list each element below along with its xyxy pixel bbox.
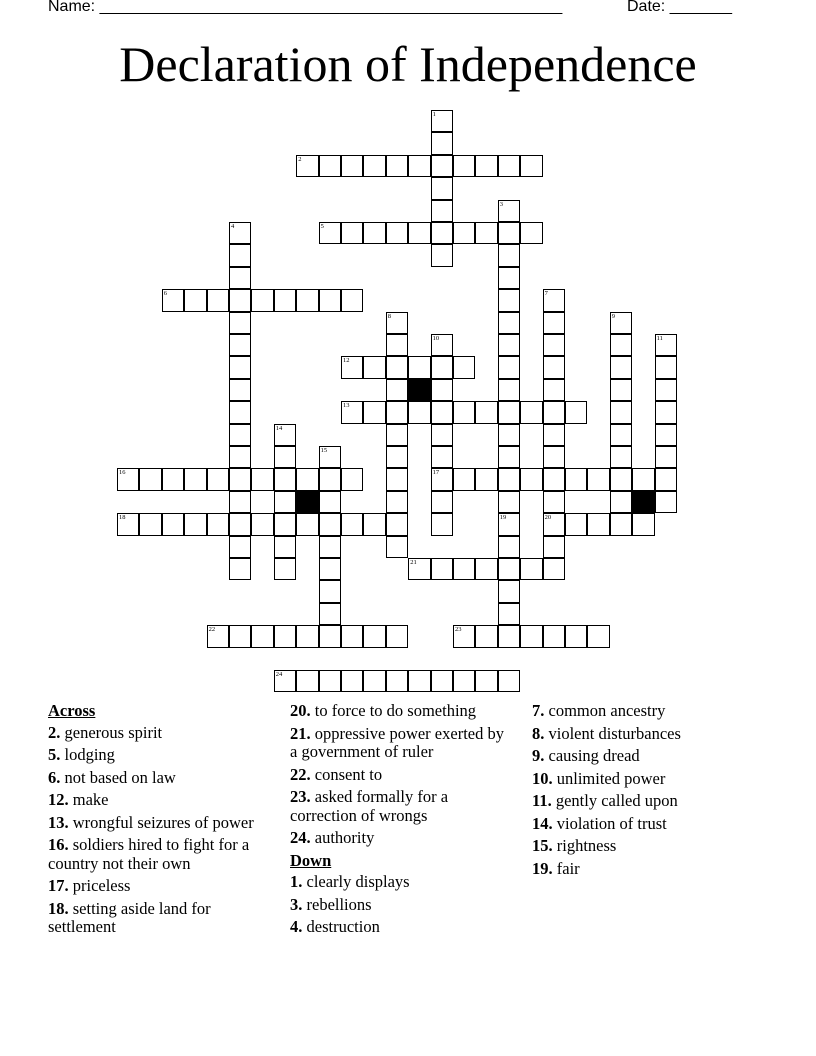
blocked-cell bbox=[296, 491, 318, 513]
clue-down-11: 11. gently called upon bbox=[532, 791, 678, 810]
crossword-cell[interactable] bbox=[431, 468, 453, 490]
crossword-cell[interactable] bbox=[251, 289, 273, 311]
crossword-cell[interactable] bbox=[498, 603, 520, 625]
crossword-cell[interactable] bbox=[453, 356, 475, 378]
crossword-cell[interactable] bbox=[431, 446, 453, 468]
clue-text: clearly displays bbox=[306, 872, 410, 891]
crossword-cell[interactable] bbox=[386, 424, 408, 446]
clue-down-1: 1. clearly displays bbox=[290, 872, 410, 891]
crossword-cell[interactable] bbox=[453, 155, 475, 177]
crossword-cell[interactable] bbox=[431, 222, 453, 244]
crossword-cell[interactable] bbox=[565, 625, 587, 647]
crossword-cell[interactable] bbox=[565, 468, 587, 490]
crossword-cell[interactable] bbox=[319, 289, 341, 311]
crossword-cell[interactable] bbox=[229, 491, 251, 513]
crossword-cell[interactable] bbox=[543, 625, 565, 647]
crossword-cell[interactable] bbox=[341, 625, 363, 647]
crossword-cell[interactable] bbox=[498, 670, 520, 692]
crossword-cell[interactable] bbox=[386, 670, 408, 692]
cell-number: 20 bbox=[544, 514, 552, 522]
crossword-cell[interactable] bbox=[498, 446, 520, 468]
clue-text: oppressive power exerted by a government of ruler bbox=[290, 723, 504, 761]
crossword-cell[interactable] bbox=[296, 670, 318, 692]
crossword-cell[interactable] bbox=[274, 625, 296, 647]
crossword-cell[interactable] bbox=[341, 289, 363, 311]
name-field: Name: ____________________________________________________ bbox=[48, 0, 563, 15]
down-heading: Down bbox=[290, 850, 332, 870]
crossword-cell[interactable] bbox=[251, 625, 273, 647]
crossword-cell[interactable] bbox=[296, 155, 318, 177]
crossword-cell[interactable] bbox=[655, 424, 677, 446]
crossword-cell[interactable] bbox=[229, 267, 251, 289]
cell-number: 19 bbox=[499, 514, 507, 522]
crossword-cell[interactable] bbox=[319, 446, 341, 468]
clue-text: common ancestry bbox=[548, 701, 666, 720]
crossword-cell[interactable] bbox=[363, 356, 385, 378]
crossword-cell[interactable] bbox=[207, 625, 229, 647]
clue-down-3: 3. rebellions bbox=[290, 894, 372, 914]
clue-down-7: 7. common ancestry bbox=[532, 701, 666, 720]
crossword-cell[interactable] bbox=[431, 513, 453, 535]
crossword-cell[interactable] bbox=[386, 379, 408, 401]
crossword-cell[interactable] bbox=[117, 513, 139, 535]
crossword-cell[interactable] bbox=[341, 468, 363, 490]
crossword-cell[interactable] bbox=[610, 356, 632, 378]
clue-text: make bbox=[72, 790, 109, 809]
clue-text: violation of trust bbox=[556, 813, 667, 833]
crossword-cell[interactable] bbox=[543, 289, 565, 311]
crossword-cell[interactable] bbox=[498, 155, 520, 177]
crossword-cell[interactable] bbox=[431, 110, 453, 132]
clue-text: to force to do something bbox=[314, 701, 477, 720]
cell-number: 13 bbox=[343, 402, 350, 410]
crossword-cell[interactable] bbox=[655, 356, 677, 378]
clue-down-15: 15. rightness bbox=[532, 836, 617, 855]
crossword-cell[interactable] bbox=[117, 468, 139, 490]
crossword-cell[interactable] bbox=[229, 625, 251, 647]
crossword-cell[interactable] bbox=[453, 625, 475, 647]
cell-number: 8 bbox=[387, 312, 392, 320]
clue-down-9: 9. causing dread bbox=[532, 746, 640, 765]
clue-down-14: 14. violation of trust bbox=[532, 813, 667, 833]
crossword-cell[interactable] bbox=[498, 200, 520, 222]
crossword-cell[interactable] bbox=[408, 356, 430, 378]
crossword-cell[interactable] bbox=[139, 468, 161, 490]
crossword-cell[interactable] bbox=[543, 536, 565, 558]
cell-number: 3 bbox=[499, 200, 504, 208]
crossword-cell[interactable] bbox=[274, 289, 296, 311]
clue-text: violent disturbances bbox=[548, 723, 681, 743]
clue-across-13: 13. wrongful seizures of power bbox=[48, 812, 254, 832]
crossword-cell[interactable] bbox=[363, 625, 385, 647]
crossword-cell[interactable] bbox=[184, 513, 206, 535]
cell-number: 1 bbox=[432, 111, 436, 118]
crossword-cell[interactable] bbox=[431, 244, 453, 266]
clue-text: unlimited power bbox=[556, 768, 666, 788]
crossword-cell[interactable] bbox=[274, 536, 296, 558]
crossword-cell[interactable] bbox=[274, 491, 296, 513]
crossword-cell[interactable] bbox=[431, 155, 453, 177]
crossword-cell[interactable] bbox=[274, 513, 296, 535]
clue-down-8: 8. violent disturbances bbox=[532, 723, 681, 743]
clue-text: lodging bbox=[64, 745, 115, 764]
cell-number: 15 bbox=[320, 447, 328, 454]
crossword-cell[interactable] bbox=[431, 200, 453, 222]
crossword-cell[interactable] bbox=[543, 334, 565, 356]
crossword-cell[interactable] bbox=[229, 379, 251, 401]
cell-number: 10 bbox=[432, 335, 440, 342]
clue-column-1 bbox=[48, 702, 270, 941]
clue-text: rebellions bbox=[306, 894, 372, 914]
crossword-cell[interactable] bbox=[498, 625, 520, 647]
crossword-cell[interactable] bbox=[162, 468, 184, 490]
crossword-cell[interactable] bbox=[274, 446, 296, 468]
cell-number: 16 bbox=[119, 469, 126, 477]
clue-down-4: 4. destruction bbox=[290, 917, 380, 936]
crossword-cell[interactable] bbox=[431, 356, 453, 378]
crossword-cell[interactable] bbox=[475, 468, 497, 490]
crossword-cell[interactable] bbox=[498, 468, 520, 490]
crossword-cell[interactable] bbox=[207, 513, 229, 535]
crossword-cell[interactable] bbox=[610, 401, 632, 423]
crossword-cell[interactable] bbox=[431, 132, 453, 154]
crossword-cell[interactable] bbox=[475, 222, 497, 244]
cell-number: 23 bbox=[455, 626, 462, 634]
cell-number: 18 bbox=[119, 514, 126, 522]
cell-number: 6 bbox=[163, 290, 168, 298]
clue-text: destruction bbox=[306, 917, 380, 936]
clue-across-17: 17. priceless bbox=[48, 876, 131, 895]
crossword-cell[interactable] bbox=[475, 625, 497, 647]
cell-number: 11 bbox=[656, 335, 663, 342]
crossword-cell[interactable] bbox=[229, 468, 251, 490]
crossword-cell[interactable] bbox=[498, 356, 520, 378]
crossword-cell[interactable] bbox=[296, 625, 318, 647]
blocked-cell bbox=[632, 491, 654, 513]
crossword-cell[interactable] bbox=[386, 222, 408, 244]
cell-number: 12 bbox=[343, 357, 350, 365]
crossword-cell[interactable] bbox=[408, 222, 430, 244]
crossword-cell[interactable] bbox=[431, 379, 453, 401]
crossword-cell[interactable] bbox=[184, 468, 206, 490]
crossword-cell[interactable] bbox=[296, 468, 318, 490]
crossword-cell[interactable] bbox=[431, 491, 453, 513]
clue-across-24: 24. authority bbox=[290, 828, 375, 847]
crossword-cell[interactable] bbox=[543, 558, 565, 580]
date-field: Date: _______ bbox=[627, 0, 732, 15]
crossword-cell[interactable] bbox=[543, 446, 565, 468]
clue-text: asked formally for a correction of wrongs bbox=[290, 787, 449, 825]
crossword-cell[interactable] bbox=[655, 334, 677, 356]
crossword-cell[interactable] bbox=[520, 468, 542, 490]
crossword-cell[interactable] bbox=[251, 513, 273, 535]
crossword-cell[interactable] bbox=[543, 491, 565, 513]
clue-text: rightness bbox=[556, 836, 617, 855]
crossword-cell[interactable] bbox=[229, 334, 251, 356]
crossword-cell[interactable] bbox=[655, 468, 677, 490]
clue-text: generous spirit bbox=[64, 722, 163, 742]
clue-column-3 bbox=[532, 702, 762, 882]
crossword-cell[interactable] bbox=[498, 558, 520, 580]
crossword-cell[interactable] bbox=[498, 424, 520, 446]
crossword-cell[interactable] bbox=[543, 312, 565, 334]
crossword-cell[interactable] bbox=[543, 379, 565, 401]
crossword-cell[interactable] bbox=[229, 536, 251, 558]
crossword-cell[interactable] bbox=[498, 289, 520, 311]
crossword-cell[interactable] bbox=[386, 356, 408, 378]
crossword-cell[interactable] bbox=[610, 491, 632, 513]
crossword-cell[interactable] bbox=[565, 513, 587, 535]
crossword-cell[interactable] bbox=[587, 468, 609, 490]
clue-across-12: 12. make bbox=[48, 790, 109, 809]
crossword-cell[interactable] bbox=[207, 468, 229, 490]
crossword-cell[interactable] bbox=[274, 468, 296, 490]
crossword-cell[interactable] bbox=[319, 491, 341, 513]
cell-number: 24 bbox=[275, 671, 283, 678]
cell-number: 17 bbox=[432, 469, 440, 477]
crossword-cell[interactable] bbox=[655, 379, 677, 401]
clue-down-10: 10. unlimited power bbox=[532, 768, 666, 788]
clue-text: not based on law bbox=[64, 767, 176, 787]
crossword-cell[interactable] bbox=[610, 334, 632, 356]
clue-across-5: 5. lodging bbox=[48, 745, 115, 764]
crossword-cell[interactable] bbox=[162, 513, 184, 535]
crossword-cell[interactable] bbox=[610, 379, 632, 401]
crossword-cell[interactable] bbox=[520, 401, 542, 423]
crossword-cell[interactable] bbox=[319, 222, 341, 244]
crossword-cell[interactable] bbox=[386, 446, 408, 468]
crossword-cell[interactable] bbox=[386, 401, 408, 423]
clue-text: consent to bbox=[314, 764, 383, 784]
clue-text: setting aside land for settlement bbox=[48, 898, 211, 936]
cell-number: 22 bbox=[208, 626, 216, 634]
crossword-cell[interactable] bbox=[498, 580, 520, 602]
crossword-cell[interactable] bbox=[341, 155, 363, 177]
blocked-cell bbox=[408, 379, 430, 401]
crossword-cell[interactable] bbox=[229, 513, 251, 535]
cell-number: 2 bbox=[298, 155, 302, 163]
clue-across-6: 6. not based on law bbox=[48, 767, 176, 787]
crossword-cell[interactable] bbox=[520, 222, 542, 244]
crossword-cell[interactable] bbox=[610, 468, 632, 490]
crossword-cell[interactable] bbox=[341, 356, 363, 378]
crossword-cell[interactable] bbox=[632, 513, 654, 535]
crossword-cell[interactable] bbox=[229, 312, 251, 334]
page-title: Declaration of Independence bbox=[119, 36, 697, 92]
crossword-cell[interactable] bbox=[386, 625, 408, 647]
crossword-cell[interactable] bbox=[520, 558, 542, 580]
crossword-cell[interactable] bbox=[431, 558, 453, 580]
clue-text: priceless bbox=[72, 876, 131, 895]
crossword-cell[interactable] bbox=[319, 513, 341, 535]
crossword-cell[interactable] bbox=[610, 513, 632, 535]
crossword-cell[interactable] bbox=[319, 625, 341, 647]
crossword-cell[interactable] bbox=[475, 155, 497, 177]
crossword-cell[interactable] bbox=[319, 580, 341, 602]
crossword-cell[interactable] bbox=[274, 558, 296, 580]
crossword-cell[interactable] bbox=[431, 424, 453, 446]
crossword-cell[interactable] bbox=[229, 558, 251, 580]
crossword-cell[interactable] bbox=[386, 468, 408, 490]
crossword-cell[interactable] bbox=[610, 312, 632, 334]
crossword-cell[interactable] bbox=[498, 379, 520, 401]
crossword-cell[interactable] bbox=[319, 536, 341, 558]
crossword-cell[interactable] bbox=[229, 244, 251, 266]
crossword-cell[interactable] bbox=[386, 312, 408, 334]
crossword-cell[interactable] bbox=[453, 558, 475, 580]
crossword-cell[interactable] bbox=[475, 401, 497, 423]
crossword-cell[interactable] bbox=[655, 491, 677, 513]
crossword-cell[interactable] bbox=[475, 670, 497, 692]
crossword-cell[interactable] bbox=[431, 401, 453, 423]
crossword-cell[interactable] bbox=[162, 289, 184, 311]
cell-number: 21 bbox=[410, 559, 417, 566]
crossword-cell[interactable] bbox=[319, 155, 341, 177]
crossword-cell[interactable] bbox=[319, 603, 341, 625]
cell-number: 7 bbox=[544, 290, 548, 298]
crossword-cell[interactable] bbox=[498, 244, 520, 266]
clue-across-22: 22. consent to bbox=[290, 764, 383, 784]
crossword-cell[interactable] bbox=[498, 222, 520, 244]
clue-across-21: 21. oppressive power exerted by a government of ruler bbox=[290, 723, 504, 761]
crossword-cell[interactable] bbox=[274, 424, 296, 446]
cell-number: 14 bbox=[275, 424, 283, 432]
clue-down-19: 19. fair bbox=[532, 858, 580, 878]
crossword-cell[interactable] bbox=[319, 468, 341, 490]
crossword-cell[interactable] bbox=[363, 222, 385, 244]
clue-across-2: 2. generous spirit bbox=[48, 722, 163, 742]
crossword-cell[interactable] bbox=[498, 536, 520, 558]
crossword-cell[interactable] bbox=[229, 401, 251, 423]
crossword-cell[interactable] bbox=[341, 670, 363, 692]
clue-text: gently called upon bbox=[555, 791, 678, 810]
crossword-cell[interactable] bbox=[363, 401, 385, 423]
crossword-cell[interactable] bbox=[319, 670, 341, 692]
crossword-cell[interactable] bbox=[229, 356, 251, 378]
crossword-cell[interactable] bbox=[431, 177, 453, 199]
crossword-cell[interactable] bbox=[184, 289, 206, 311]
crossword-cell[interactable] bbox=[207, 289, 229, 311]
crossword-cell[interactable] bbox=[498, 267, 520, 289]
crossword-cell[interactable] bbox=[543, 356, 565, 378]
crossword-cell[interactable] bbox=[363, 513, 385, 535]
crossword-cell[interactable] bbox=[296, 289, 318, 311]
clue-text: causing dread bbox=[548, 746, 640, 765]
crossword-cell[interactable] bbox=[453, 401, 475, 423]
cell-number: 4 bbox=[231, 223, 235, 230]
crossword-cell[interactable] bbox=[229, 446, 251, 468]
crossword-cell[interactable] bbox=[498, 334, 520, 356]
clue-across-20: 20. to force to do something bbox=[290, 701, 477, 720]
crossword-cell[interactable] bbox=[274, 670, 296, 692]
crossword-cell[interactable] bbox=[386, 536, 408, 558]
crossword-cell[interactable] bbox=[386, 513, 408, 535]
crossword-cell[interactable] bbox=[319, 558, 341, 580]
crossword-cell[interactable] bbox=[386, 155, 408, 177]
crossword-cell[interactable] bbox=[251, 468, 273, 490]
crossword-cell[interactable] bbox=[543, 513, 565, 535]
crossword-cell[interactable] bbox=[498, 401, 520, 423]
crossword-cell[interactable] bbox=[610, 424, 632, 446]
crossword-cell[interactable] bbox=[386, 334, 408, 356]
crossword-cell[interactable] bbox=[408, 401, 430, 423]
crossword-cell[interactable] bbox=[229, 289, 251, 311]
crossword-cell[interactable] bbox=[431, 670, 453, 692]
crossword-cell[interactable] bbox=[431, 334, 453, 356]
crossword-cell[interactable] bbox=[408, 670, 430, 692]
clue-across-16: 16. soldiers hired to fight for a country not their own bbox=[48, 835, 250, 873]
crossword-cell[interactable] bbox=[139, 513, 161, 535]
cell-number: 9 bbox=[611, 312, 616, 320]
clue-text: fair bbox=[556, 858, 580, 878]
crossword-cell[interactable] bbox=[408, 558, 430, 580]
across-heading: Across bbox=[48, 701, 96, 720]
crossword-cell[interactable] bbox=[655, 401, 677, 423]
crossword-cell[interactable] bbox=[363, 670, 385, 692]
crossword-cell[interactable] bbox=[498, 312, 520, 334]
cell-number: 5 bbox=[320, 223, 324, 230]
crossword-cell[interactable] bbox=[453, 468, 475, 490]
crossword-cell[interactable] bbox=[341, 513, 363, 535]
crossword-cell[interactable] bbox=[475, 558, 497, 580]
clue-across-23: 23. asked formally for a correction of wrongs bbox=[290, 787, 449, 825]
crossword-cell[interactable] bbox=[453, 670, 475, 692]
clue-text: soldiers hired to fight for a country not their own bbox=[48, 835, 250, 873]
crossword-cell[interactable] bbox=[341, 401, 363, 423]
crossword-cell[interactable] bbox=[498, 491, 520, 513]
crossword-cell[interactable] bbox=[363, 155, 385, 177]
crossword-cell[interactable] bbox=[543, 401, 565, 423]
crossword-cell[interactable] bbox=[296, 513, 318, 535]
crossword-cell[interactable] bbox=[543, 424, 565, 446]
clue-text: authority bbox=[314, 828, 375, 847]
crossword-cell[interactable] bbox=[520, 625, 542, 647]
crossword-cell[interactable] bbox=[655, 446, 677, 468]
clue-text: wrongful seizures of power bbox=[72, 812, 254, 832]
crossword-cell[interactable] bbox=[587, 625, 609, 647]
crossword-cell[interactable] bbox=[386, 491, 408, 513]
crossword-cell[interactable] bbox=[498, 513, 520, 535]
crossword-cell[interactable] bbox=[408, 155, 430, 177]
crossword-cell[interactable] bbox=[453, 222, 475, 244]
crossword-cell[interactable] bbox=[610, 446, 632, 468]
crossword-cell[interactable] bbox=[632, 468, 654, 490]
crossword-cell[interactable] bbox=[543, 468, 565, 490]
clue-column-2 bbox=[290, 702, 515, 941]
crossword-cell[interactable] bbox=[341, 222, 363, 244]
crossword-cell[interactable] bbox=[229, 424, 251, 446]
crossword-cell[interactable] bbox=[229, 222, 251, 244]
crossword-cell[interactable] bbox=[587, 513, 609, 535]
crossword-cell[interactable] bbox=[520, 155, 542, 177]
crossword-cell[interactable] bbox=[565, 401, 587, 423]
clue-across-18: 18. setting aside land for settlement bbox=[48, 898, 211, 936]
